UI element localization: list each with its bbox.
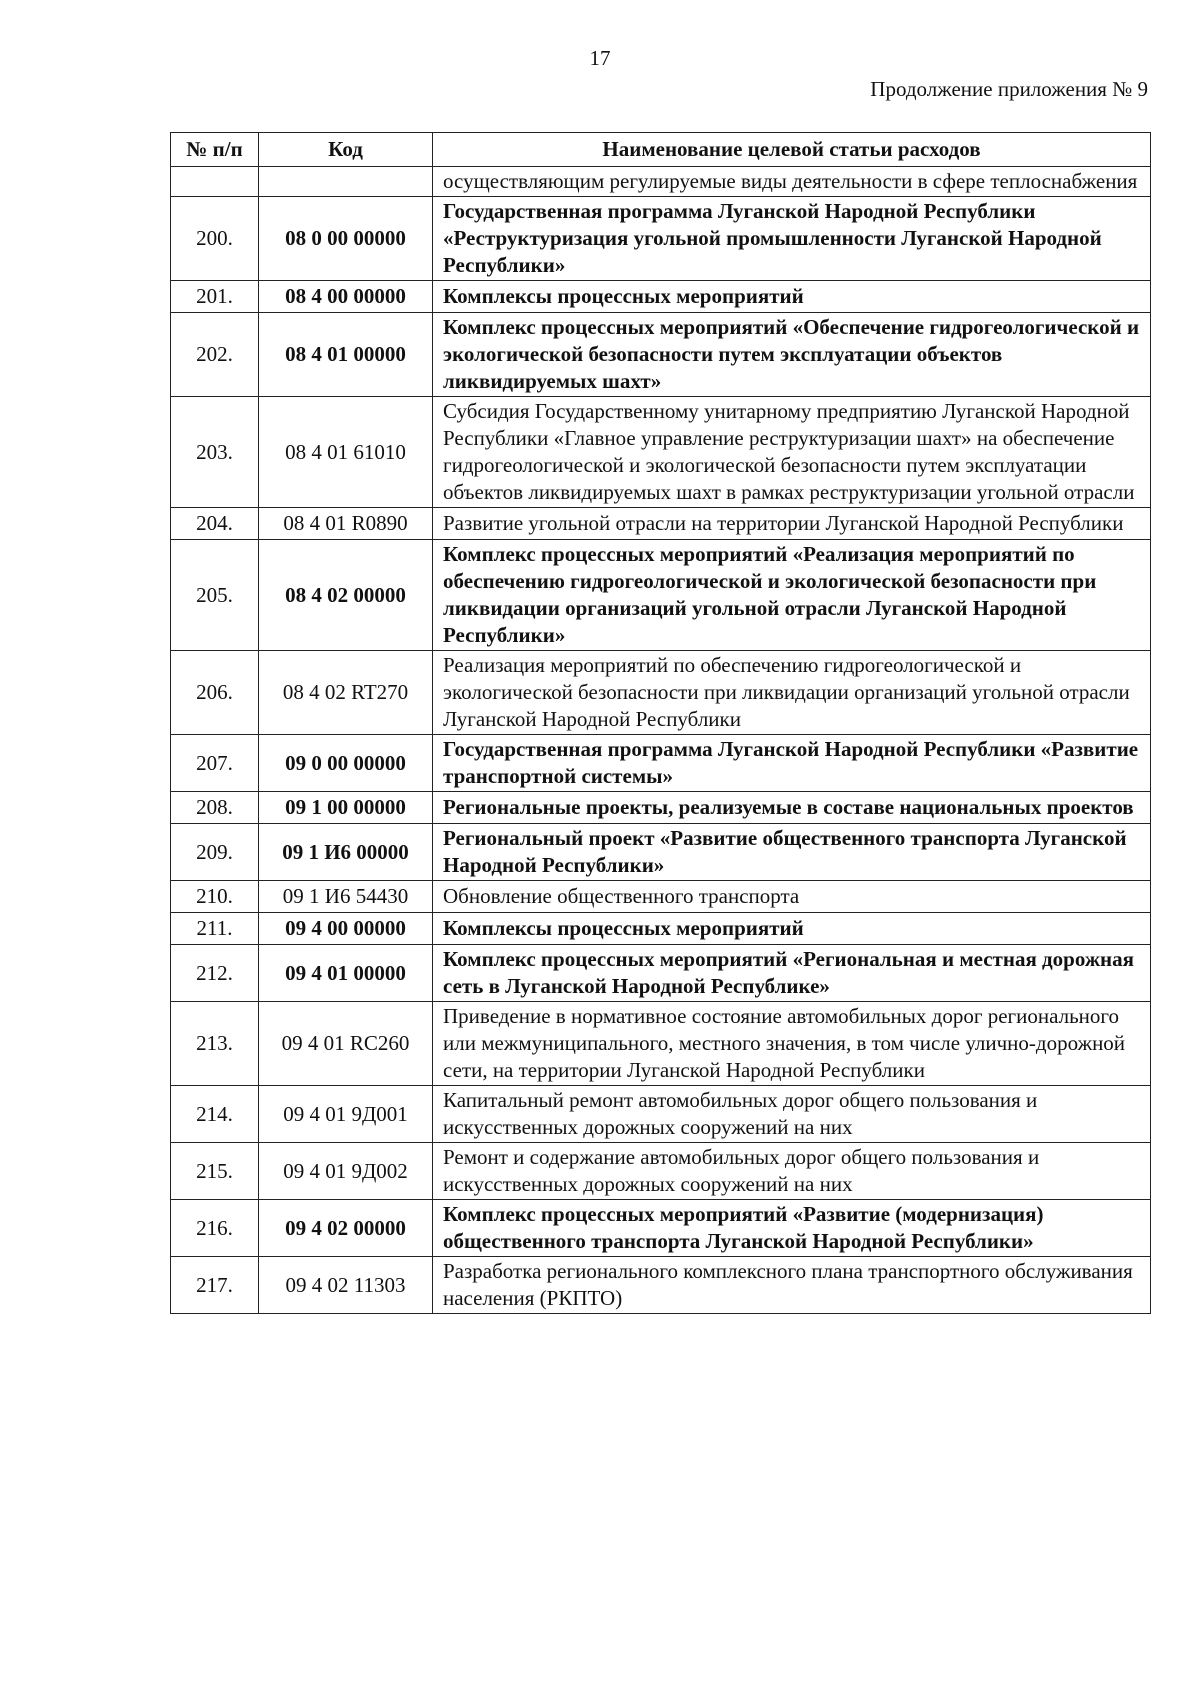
- row-code-cell: 09 4 01 RC260: [259, 1002, 433, 1086]
- column-header-name: Наименование целевой статьи расходов: [433, 133, 1151, 167]
- row-number-cell: 202.: [171, 313, 259, 397]
- row-number-cell: 206.: [171, 651, 259, 735]
- table-row: [171, 167, 1151, 197]
- row-name-cell: Комплекс процессных мероприятий «Обеспечение гидрогеологической и экологической безопасности путем эксплуатации объектов ликвидируемых шахт»: [433, 313, 1151, 397]
- row-name-cell: Обновление общественного транспорта: [433, 881, 1151, 913]
- table-row: [171, 508, 1151, 540]
- table-row: [171, 1002, 1151, 1086]
- row-name-cell: Капитальный ремонт автомобильных дорог общего пользования и искусственных дорожных сооружений на них: [433, 1086, 1151, 1143]
- table-row: [171, 197, 1151, 281]
- table-header: [171, 133, 1151, 167]
- row-code-cell: [259, 167, 433, 197]
- table-row: [171, 735, 1151, 792]
- row-code-cell: 09 4 01 9Д001: [259, 1086, 433, 1143]
- row-number-cell: 209.: [171, 824, 259, 881]
- row-number-cell: 207.: [171, 735, 259, 792]
- row-code-cell: 09 4 02 11303: [259, 1257, 433, 1314]
- row-number-cell: 203.: [171, 397, 259, 508]
- table-row: [171, 397, 1151, 508]
- row-code-cell: 08 4 02 RT270: [259, 651, 433, 735]
- table-row: [171, 824, 1151, 881]
- table-body: [171, 167, 1151, 1314]
- row-code-cell: 09 1 00 00000: [259, 792, 433, 824]
- table-row: [171, 792, 1151, 824]
- row-number-cell: 201.: [171, 281, 259, 313]
- budget-items-table: [170, 132, 1151, 1314]
- row-number-cell: 211.: [171, 913, 259, 945]
- row-name-cell: Государственная программа Луганской Народной Республики «Развитие транспортной системы»: [433, 735, 1151, 792]
- row-number-cell: 212.: [171, 945, 259, 1002]
- row-name-cell: Ремонт и содержание автомобильных дорог общего пользования и искусственных дорожных сооружений на них: [433, 1143, 1151, 1200]
- row-number-cell: 216.: [171, 1200, 259, 1257]
- row-number-cell: 204.: [171, 508, 259, 540]
- appendix-continuation-caption: Продолжение приложения № 9: [870, 77, 1148, 101]
- table-row: [171, 881, 1151, 913]
- row-name-cell: Комплекс процессных мероприятий «Реализация мероприятий по обеспечению гидрогеологической и экологической безопасности при ликвидации организаций угольной отрасли Луганской Народной Республики»: [433, 540, 1151, 651]
- row-code-cell: 09 4 02 00000: [259, 1200, 433, 1257]
- row-name-cell: Комплекс процессных мероприятий «Развитие (модернизация) общественного транспорта Луганской Народной Республики»: [433, 1200, 1151, 1257]
- row-name-cell: Разработка регионального комплексного плана транспортного обслуживания населения (РКПТО): [433, 1257, 1151, 1314]
- table-row: [171, 1257, 1151, 1314]
- row-code-cell: 09 1 И6 54430: [259, 881, 433, 913]
- row-code-cell: 08 4 02 00000: [259, 540, 433, 651]
- row-number-cell: 217.: [171, 1257, 259, 1314]
- row-number-cell: [171, 167, 259, 197]
- row-code-cell: 08 4 01 R0890: [259, 508, 433, 540]
- column-header-number: № п/п: [171, 133, 259, 167]
- table-row: [171, 281, 1151, 313]
- row-code-cell: 09 4 01 00000: [259, 945, 433, 1002]
- row-code-cell: 08 4 01 00000: [259, 313, 433, 397]
- row-code-cell: 08 4 00 00000: [259, 281, 433, 313]
- row-number-cell: 214.: [171, 1086, 259, 1143]
- row-number-cell: 213.: [171, 1002, 259, 1086]
- page-number: 17: [589, 46, 611, 70]
- table-header-row: [171, 133, 1151, 167]
- row-code-cell: 09 1 И6 00000: [259, 824, 433, 881]
- row-number-cell: 210.: [171, 881, 259, 913]
- row-number-cell: 215.: [171, 1143, 259, 1200]
- row-name-cell: Комплекс процессных мероприятий «Региональная и местная дорожная сеть в Луганской Народной Республике»: [433, 945, 1151, 1002]
- row-code-cell: 08 4 01 61010: [259, 397, 433, 508]
- row-name-cell: осуществляющим регулируемые виды деятельности в сфере теплоснабжения: [433, 167, 1151, 197]
- row-name-cell: Реализация мероприятий по обеспечению гидрогеологической и экологической безопасности при ликвидации организаций угольной отрасли Луганской Народной Республики: [433, 651, 1151, 735]
- table-row: [171, 1143, 1151, 1200]
- row-name-cell: Региональный проект «Развитие общественного транспорта Луганской Народной Республики»: [433, 824, 1151, 881]
- row-name-cell: Развитие угольной отрасли на территории Луганской Народной Республики: [433, 508, 1151, 540]
- row-name-cell: Комплексы процессных мероприятий: [433, 913, 1151, 945]
- row-name-cell: Региональные проекты, реализуемые в составе национальных проектов: [433, 792, 1151, 824]
- row-code-cell: 09 0 00 00000: [259, 735, 433, 792]
- row-code-cell: 08 0 00 00000: [259, 197, 433, 281]
- row-code-cell: 09 4 00 00000: [259, 913, 433, 945]
- table-row: [171, 945, 1151, 1002]
- table-row: [171, 540, 1151, 651]
- column-header-code: Код: [259, 133, 433, 167]
- row-number-cell: 205.: [171, 540, 259, 651]
- row-name-cell: Комплексы процессных мероприятий: [433, 281, 1151, 313]
- row-code-cell: 09 4 01 9Д002: [259, 1143, 433, 1200]
- row-name-cell: Субсидия Государственному унитарному предприятию Луганской Народной Республики «Главное управление реструктуризации шахт» на обеспечение гидрогеологической и экологической безопасности путем эксплуатации объектов ликвидируемых шахт в рамках реструктуризации угольной отрасли: [433, 397, 1151, 508]
- row-name-cell: Приведение в нормативное состояние автомобильных дорог регионального или межмуниципального, местного значения, в том числе улично-дорожной сети, на территории Луганской Народной Республики: [433, 1002, 1151, 1086]
- table-row: [171, 913, 1151, 945]
- table-row: [171, 651, 1151, 735]
- row-name-cell: Государственная программа Луганской Народной Республики «Реструктуризация угольной промышленности Луганской Народной Республики»: [433, 197, 1151, 281]
- table-row: [171, 1086, 1151, 1143]
- table-row: [171, 1200, 1151, 1257]
- table-row: [171, 313, 1151, 397]
- row-number-cell: 208.: [171, 792, 259, 824]
- row-number-cell: 200.: [171, 197, 259, 281]
